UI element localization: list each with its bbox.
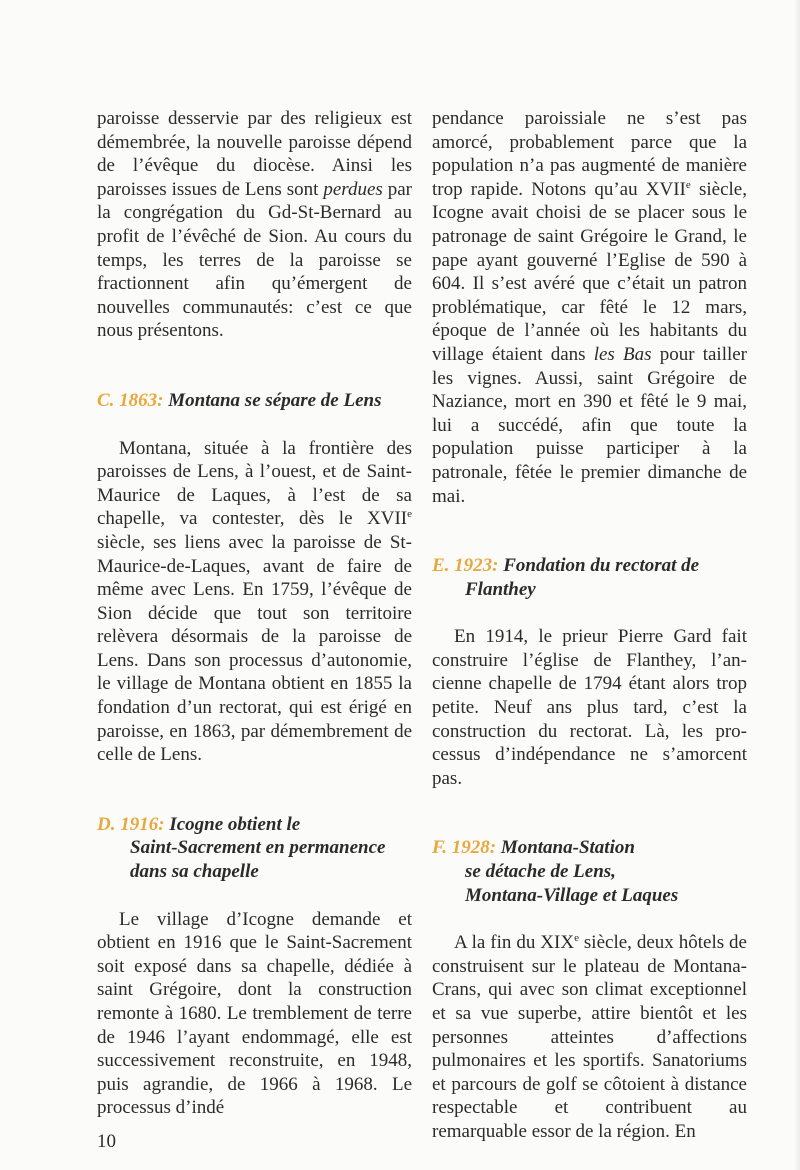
page-edge-shadow [794, 0, 800, 1170]
right-column [432, 107, 747, 1144]
page-number: 10 [97, 1131, 116, 1152]
paragraph-intro: paroisse desservie par des religieux est démembrée, la nouvelle paroisse dépend de l’évêque du diocèse. Ainsi les paroisses issues de Lens sont perdues par la congrégation du Gd-St-Bernard au profit de l’évêché de Sion. Au cours du temps, les terres de la paroisse se fractionnent afin qu’émergent de nouvelles communautés: c’est ce que nous présentons. [97, 108, 412, 342]
section-heading-f: F. 1928: Montana-Station se détache de Lens, Montana-Village et Laques [432, 837, 679, 906]
paragraph-section-d-continued: pendance paroissiale ne s’est pas amorcé, probablement parce que la population n’a pas augmenté de manière trop rapide. Notons qu’au XVIIe siècle, Icogne avait choisi de se placer sous le patronage de saint Grégoire le Grand, le pape ayant gouverné l’Eglise de 590 à 604. Il s’est avéré que c’était un patron problématique, car fêté le 12 mars, époque de l’année où les habitants du village étaient dans les Bas pour tailler les vignes. Aussi, saint Grégoire de Naziance, mort en 390 et fêté le 9 mai, lui a succédé, afin que toute la population puisse participer à la patronale, fêtée le premier dimanche de mai. [432, 108, 748, 507]
paragraph-section-f: A la fin du XIXe siècle, deux hôtels de construisent sur le plateau de Montana-Crans, qui avec son climat exceptionnel et sa vue superbe, attire bientôt et les personnes atteintes d’affections pulmonaires et les sportifs. Sanatoriums et parcours de golf se côtoient à distance respectable et contribuent au remarquable essor de la région. En [432, 932, 747, 1142]
section-heading-d: D. 1916: Icogne obtient le Saint-Sacrement en permanence dans sa chapelle [97, 813, 386, 883]
paragraph-section-d: Le village d’Icogne demande et obtient en 1916 que le Saint-Sacrement soit exposé dans sa chapelle, dédiée à saint Grégoire, dont la construction remonte à 1680. Le tremblement de terre de 1946 l’ayant endommagé, elle est successivement reconstruite, en 1948, puis agrandie, de 1966 à 1968. Le processus d’indé [97, 908, 412, 1119]
paragraph-section-c: Montana, située à la frontière des paroisses de Lens, à l’ouest, et de Saint-Maurice de Laques, à l’est de sa chapelle, va contester, dès le XVIIe siècle, ses liens avec la paroisse de St-Maurice-de-Laques, avant de faire de même avec Lens. En 1759, l’évêque de Sion décide que tout son territoire relèvera désormais de la paroisse de Lens. Dans son processus d’autonomie, le village de Montana obtient en 1855 la fondation d’un rectorat, qui est érigé en paroisse, en 1863, par démembrement de celle de Lens. [97, 437, 412, 766]
section-heading-c: C. 1863: Montana se sépare de Lens [97, 389, 382, 411]
section-heading-e: E. 1923: Fondation du rectorat de Flanthey [432, 555, 700, 600]
left-column [97, 107, 412, 1120]
paragraph-section-e: En 1914, le prieur Pierre Gard fait construire l’église de Flanthey, l’ancienne chapelle de 1794 étant alors trop petite. Neuf ans plus tard, c’est la construction du rectorat. Là, les processus d’indépendance ne s’amorcent pas. [432, 626, 747, 789]
